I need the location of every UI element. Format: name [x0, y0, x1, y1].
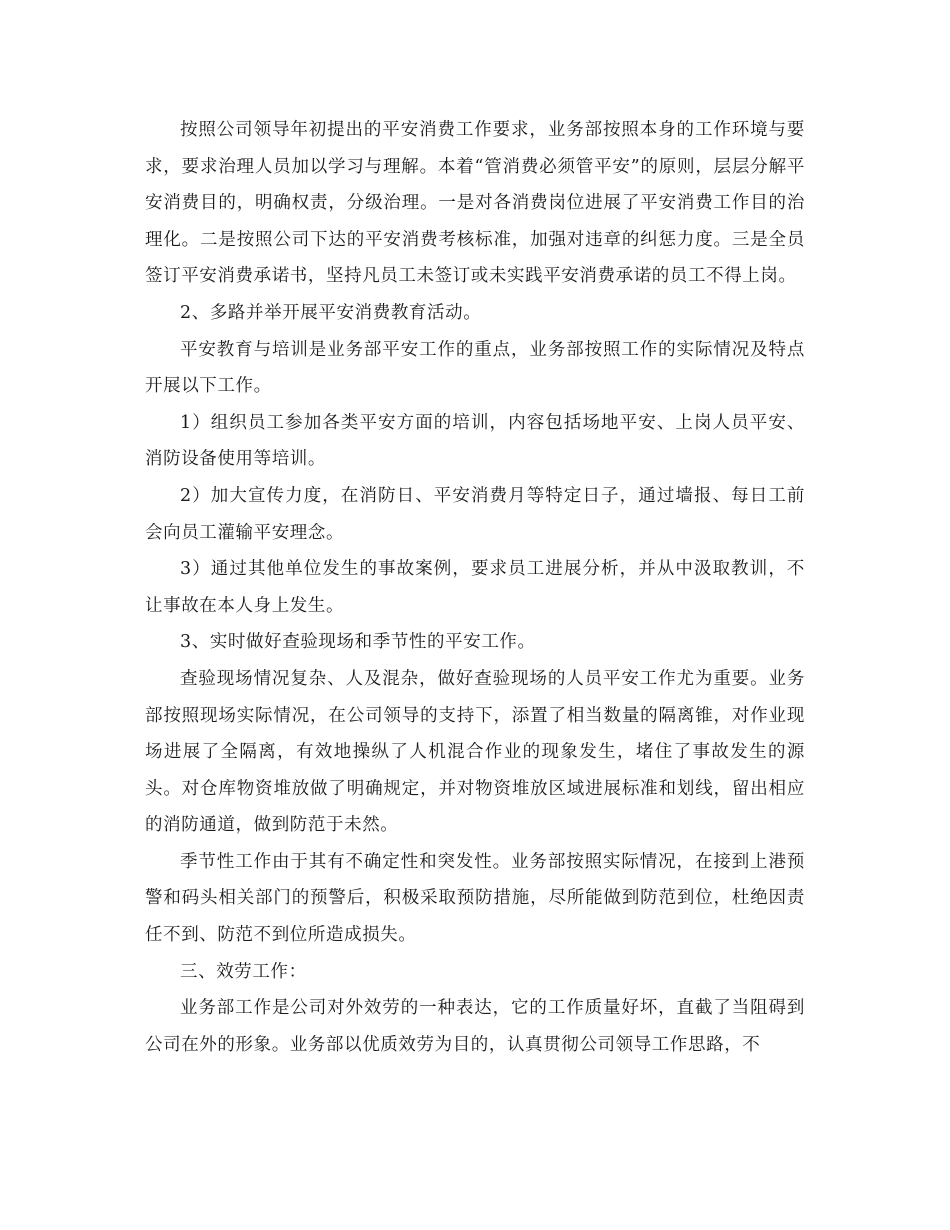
paragraph-safety-goals: 按照公司领导年初提出的平安消费工作要求，业务部按照本身的工作环境与要求，要求治理人员加以学习与理解。本着“管消费必须管平安”的原则，层层分解平安消费目的，明确权责，分级治理。一是对各消费岗位进展了平安消费工作目的治理化。二是按照公司下达的平安消费考核标准，加强对违章的纠惩力度。三是全员签订平安消费承诺书，坚持凡员工未签订或未实践平安消费承诺的员工不得上岗。	[145, 120, 805, 287]
heading-site-seasonal-safety: 3、实时做好查验现场和季节性的平安工作。	[180, 632, 536, 653]
heading-service-work: 三、效劳工作：	[180, 961, 307, 982]
heading-education-activities: 2、多路并举开展平安消费教育活动。	[180, 302, 482, 323]
list-item-publicity: 2）加大宣传力度，在消防日、平安消费月等特定日子，通过墙报、每日工前会向员工灌输平安理念。	[145, 485, 805, 543]
paragraph-seasonal-work: 季节性工作由于其有不确定性和突发性。业务部按照实际情况，在接到上港预警和码头相关部门的预警后，积极采取预防措施，尽所能做到防范到位，杜绝因责任不到、防范不到位所造成损失。	[145, 851, 805, 946]
paragraph-service-work: 业务部工作是公司对外效劳的一种表达，它的工作质量好坏，直截了当阻碍到公司在外的形象。业务部以优质效劳为目的，认真贯彻公司领导工作思路，不	[145, 998, 805, 1055]
list-item-case-study: 3）通过其他单位发生的事故案例，要求员工进展分析，并从中汲取教训，不让事故在本人身上发生。	[145, 559, 805, 616]
list-item-training: 1）组织员工参加各类平安方面的培训，内容包括场地平安、上岗人员平安、消防设备使用等培训。	[145, 412, 805, 470]
paragraph-site-inspection: 查验现场情况复杂、人及混杂，做好查验现场的人员平安工作尤为重要。业务部按照现场实际情况，在公司领导的支持下，添置了相当数量的隔离锥，对作业现场进展了全隔离，有效地操纵了人机混合作业的现象发生，堵住了事故发生的源头。对仓库物资堆放做了明确规定，并对物资堆放区域进展标准和划线，留出相应的消防通道，做到防范于未然。	[145, 668, 805, 836]
document-body	[145, 112, 805, 1063]
paragraph-education-intro: 平安教育与培训是业务部平安工作的重点，业务部按照工作的实际情况及特点开展以下工作。	[145, 339, 805, 397]
